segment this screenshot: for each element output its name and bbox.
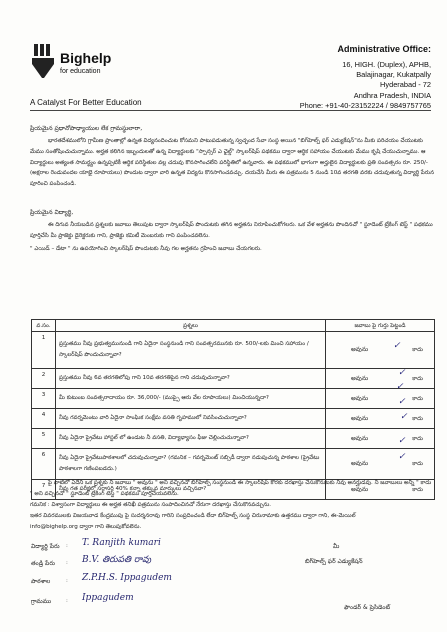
answer-no[interactable]: కాదు [412,461,423,467]
office-phone: Phone: +91-40-23152224 / 9849757765 [299,100,431,110]
answer-no[interactable]: కాదు [412,486,423,493]
answer-yes[interactable]: అవును [351,485,369,493]
brand-name: Bighelp [60,50,112,66]
answer-cell[interactable] [326,449,435,480]
question-text: నీవు ఏదైనా ప్రైవేటుపాఠశాలలో చదువుచున్నావా? (గమనిక – గవర్నమెంట్ సబ్సిడీ ద్వారా నడుపుచున్న పాఠశాల (ప్రైవేటు పాఠశాలగా గణింపబడదు.) [56,449,326,480]
question-number: 3 [32,389,56,409]
instructions-paragraph: ఈ దిగువ నీయబడిన ప్రశ్నలకు జవాబు తెలుపుట ద్వారా స్కాలర్‌షిప్ పొందుటకు తగిన అర్హతను నిరూపించుకోగలరు. ఒక వేళ అర్హతను పొందినచో " స్టూడెంట్ ట్రేకింగ్ టెస్ట్ " పథకము పూర్తిచేసి మీ ప్రాజెక్టు డైరెక్టరుకు గాని, ప్రాజెక్టు కమిటీ మెంబరుకు గాని పంపించవలెను. [30,222,433,239]
answer-cell[interactable] [326,389,435,409]
intro-paragraph: భారతదేశములోని గ్రామీణ ప్రాంతాల్లో ఉన్నత విద్యనందించుట కోసమని పాటుపడుతున్న స్వచ్ఛంద సేవా సంస్థ అయిన "బిగ్‌హెల్ప్ ఫర్ ఎడ్యుకేషన్"ను మీకు పరిచయం చేయుటకు మేము సంతోషించుచున్నాము. అర్హత కలిగిన ఇబ్బందులతో ఉన్న విద్యార్థులకు "స్పాన్సర్ ఎ ఛైల్డ్" స్కాలర్‌షిప్ పథకము ద్వారా ఆర్థిక సహాయం చేయుటకు మేము కృషి చేయుచున్నాము. ఆ విద్యార్థులు అత్యంత సామర్థ్యం ఉన్నప్పటికీ ఆర్థిక పరిస్థితుల వల్ల చదువు కొనసాగించలేని పరిస్థితిలో ఉన్నవారు. ఈ పథకములో భాగంగా అర్హులైన విద్యార్థులకు ప్రతి సంవత్సరం రూ. 250/- (అక్షరాల రెండువందల యాభై రూపాయలు) పొందుట ద్వారా వారి ఉన్నత విద్యను కొనసాగించవచ్చు. దయచేసి మీరు ఈ పత్రమును 5 నుండి 10వ తరగతి వరకు చదువుతున్న విద్యార్థి పేరున పూరించి పంపించండి. [30,138,435,188]
closing-word: మీ [333,543,340,550]
table-header-row [32,320,435,332]
founder-president-label: ఫౌండర్ & ప్రెసిడెంట్ [344,604,391,611]
organization-signoff: బిగ్‌హెల్ప్ ఫర్ ఎడ్యుకేషన్ [305,558,363,565]
village-label: గ్రామము [31,598,52,605]
brand-subtitle: for education [60,68,101,75]
question-number: 5 [32,429,56,449]
question-text: నీవు ఏదైనా ప్రైవేటు హాస్టల్ లో ఉండుట నీ వసతి, విద్యాభ్యాసం ఫీజు చెల్లించుచున్నావా? [56,429,326,449]
contact-note: ఇతర వివరములకు విజయవాడ కేంద్రముపు పై సుదర్శనరావు గారిని సంప్రదించండి లేదా బిగ్‌హెల్ప్ సంస్థ చిరునామాకు ఉత్తరము ద్వారా గాని, ఈ-మెయిల్ [30,513,356,519]
table-row [32,332,435,369]
field-colon: : [66,543,68,549]
answer-yes[interactable]: అవును [351,434,369,442]
table-row [32,409,435,429]
answer-cell[interactable] [326,332,435,369]
father-name-value[interactable]: B.V. తిరుపతి రావు [82,555,152,565]
aid-data-line: " ఎయిడ్ – డేటా " ను ఉపయోగించి స్కాలర్‌షిప్ పొందుటకు నీవు గల అర్హతను గ్రహించి జవాబు చేయగలరు. [30,246,262,252]
answer-yes[interactable]: అవును [351,346,369,353]
bighelp-logo [30,44,56,78]
question-number: 1 [32,332,56,369]
table-row [32,389,435,409]
student-salutation: ప్రియమైన విద్యార్థి, [30,209,74,216]
student-name-label: విద్యార్థి పేరు [31,543,60,550]
answer-cell[interactable] [326,429,435,449]
field-colon: : [66,560,68,566]
answer-yes[interactable]: అవును [351,460,369,467]
tagline: A Catalyst For Better Education [30,98,142,107]
school-label: పాఠశాల [31,578,51,585]
table-row [32,429,435,449]
answer-cell[interactable] [326,369,435,389]
answer-no[interactable]: కాదు [412,415,423,422]
handwritten-check-mark: ✓ [398,452,406,462]
answer-yes[interactable]: అవును [351,414,369,422]
answer-no[interactable]: కాదు [412,435,423,442]
question-number: 2 [32,369,56,389]
question-text: ప్రస్తుతము నీవు 6వ తరగతిలోపు గాని 10వ తరగతిపైన గాని చదువుచున్నావా? [56,369,326,389]
column-header-number: వ.సం. [32,320,56,332]
question-text: నీవు గత పరీక్షలో సరాసరి 40% కన్నా తక్కువ మార్కులు వచ్చినవా? [56,480,326,500]
office-address-line: Hyderabad - 72 [380,80,431,90]
father-name-label: తండ్రి పేరు [31,560,55,567]
email-line: info@bighelp.org ద్వారా గాని తెలుపుకోవలెను. [30,524,142,530]
field-colon: : [66,578,68,584]
handwritten-check-mark: ✓ [400,412,408,422]
office-title: Administrative Office: [337,44,431,54]
village-value[interactable]: Ippagudem [82,593,134,603]
answer-no[interactable]: కాదు [412,375,423,382]
office-address-line: Balajinagar, Kukatpally [356,70,431,80]
question-text: ప్రస్తుతము నీవు ప్రభుత్వమునుండి గాని ఏదైనా సంస్థనుండి గాని సంవత్సరమునకు రూ. 500/-లకు మించి సహాయం / స్కాలర్‌షిప్ పొందుచున్నావా? [56,332,326,369]
question-number: 7 [32,480,56,500]
answer-yes[interactable]: అవును [351,394,369,402]
eligibility-questions-table [31,319,435,500]
table-row [32,369,435,389]
column-header-questions: ప్రశ్నలు [56,320,326,332]
remark-note: గమనిక : విశ్వాసంగా విద్యార్థులు ఈ అర్హత తనిఖీ పత్రమును సంపాదించినచో నేరుగా దరఖాస్తు చేసుకొనవచ్చును. [30,502,272,508]
answer-yes[interactable]: అవును [351,374,369,382]
office-address-line: 16, HIGH. (Duplex), APHB, [342,60,431,69]
handwritten-check-mark: ✓ [398,397,406,407]
student-name-value[interactable]: T. Ranjith kumari [82,538,161,548]
handwritten-check-mark: ✓ [393,341,401,351]
question-number: 4 [32,409,56,429]
header-rule [30,110,431,111]
handwritten-check-mark: ✓ [398,436,406,446]
handwritten-check-mark: ✓ [398,368,406,378]
disqualification-note: పై వాటిలో ఏదేని ఒక ప్రశ్నకు నీ జవాబు " అవును " అని వచ్చినచో బిగ్‌హెల్ప్ సంస్థనుండి ఈ స్కాలర్‌షిప్ కొరకు దరఖాస్తు చేసుకొనుటకు నీవు అనర్హుడవు. నీ జవాబులు అన్నీ " కాదు " అని వచ్చినచో " స్టూడెంట్ ట్రేకింగ్ టెస్ట్ " పథకము పూర్తిచేయవలెను. [30,480,432,497]
answer-no[interactable]: కాదు [412,347,423,353]
answer-no[interactable]: కాదు [412,395,423,402]
field-colon: : [66,598,68,604]
handwritten-check-mark: ✓ [396,382,404,392]
office-address-line: Andhra Pradesh, INDIA [353,90,431,100]
table-row [32,449,435,480]
question-number: 6 [32,449,56,480]
school-value[interactable]: Z.P.H.S. Ippagudem [82,573,172,583]
question-text: నీవు గవర్నమెంటు వారి ఏదైనా సాంఘిక సంక్షేమ వసతి గృహములో నివసించుచున్నావా? [56,409,326,429]
question-text: మీ కుటుంబ సంవత్సరాదాయం రూ. 36,000/- (ముప్పై ఆరు వేల రూపాయలు) మించియున్నదా? [56,389,326,409]
salutation: ప్రియమైన ప్రధానోపాధ్యాయుల లేక గ్రామస్థులారా, [30,125,143,132]
column-header-answer: జవాబు పై గుర్తు పెట్టండి [326,320,435,332]
answer-cell[interactable] [326,409,435,429]
administrative-office-block [256,44,431,111]
